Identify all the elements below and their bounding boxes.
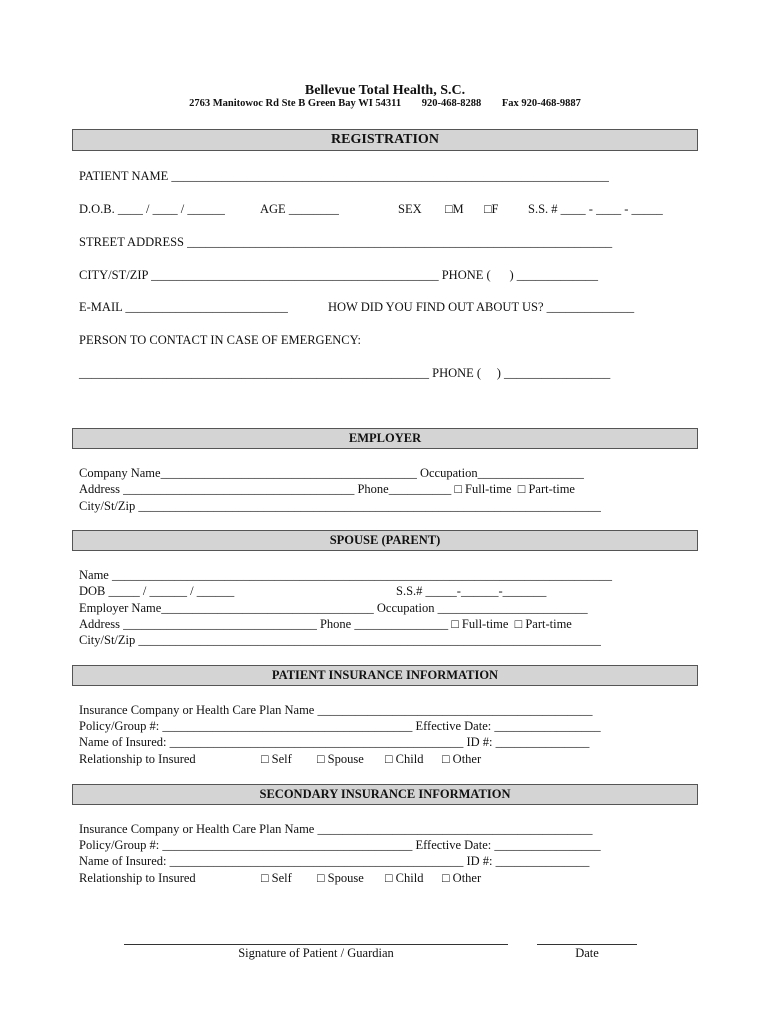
secondary-other-checkbox[interactable]: □ Other xyxy=(442,871,482,885)
employer-section-header: EMPLOYER xyxy=(72,428,698,449)
sex-f-checkbox[interactable]: □F xyxy=(484,202,499,216)
insurance-child-checkbox[interactable]: □ Child xyxy=(385,752,424,766)
age-field[interactable]: AGE ________ xyxy=(260,202,339,216)
secondary-insurance-section-header: SECONDARY INSURANCE INFORMATION xyxy=(72,784,698,805)
emergency-contact-field[interactable]: ________________________________________________________ PHONE ( ) _________________ xyxy=(79,366,611,380)
employer-address-field[interactable]: Address _____________________________________ Phone__________ □ Full-time □ Part-time xyxy=(79,482,575,496)
patient-name-field[interactable]: PATIENT NAME ______________________________________________________________________ xyxy=(79,169,609,183)
secondary-relationship-label: Relationship to Insured xyxy=(79,871,196,885)
insurance-insured-field[interactable]: Name of Insured: _______________________________________________ ID #: _______________ xyxy=(79,735,590,749)
date-label: Date xyxy=(575,946,599,960)
secondary-company-field[interactable]: Insurance Company or Health Care Plan Name ____________________________________________ xyxy=(79,822,593,836)
insurance-company-field[interactable]: Insurance Company or Health Care Plan Name ____________________________________________ xyxy=(79,703,593,717)
insurance-spouse-checkbox[interactable]: □ Spouse xyxy=(317,752,364,766)
secondary-spouse-checkbox[interactable]: □ Spouse xyxy=(317,871,364,885)
city-phone-field[interactable]: CITY/ST/ZIP ______________________________________________ PHONE ( ) _____________ xyxy=(79,268,598,282)
sex-m-checkbox[interactable]: □M xyxy=(445,202,464,216)
secondary-policy-field[interactable]: Policy/Group #: ________________________________________ Effective Date: _________________ xyxy=(79,838,601,852)
ssn-field[interactable]: S.S. # ____ - ____ - _____ xyxy=(528,202,663,216)
how-find-field[interactable]: HOW DID YOU FIND OUT ABOUT US? ______________ xyxy=(328,300,635,314)
spouse-section-header: SPOUSE (PARENT) xyxy=(72,530,698,551)
street-address-field[interactable]: STREET ADDRESS ____________________________________________________________________ xyxy=(79,235,613,249)
insurance-section-header: PATIENT INSURANCE INFORMATION xyxy=(72,665,698,686)
insurance-relationship-label: Relationship to Insured xyxy=(79,752,196,766)
secondary-self-checkbox[interactable]: □ Self xyxy=(261,871,292,885)
secondary-child-checkbox[interactable]: □ Child xyxy=(385,871,424,885)
insurance-self-checkbox[interactable]: □ Self xyxy=(261,752,292,766)
employer-company-field[interactable]: Company Name_________________________________________ Occupation_________________ xyxy=(79,466,584,480)
secondary-insured-field[interactable]: Name of Insured: _______________________________________________ ID #: _______________ xyxy=(79,854,590,868)
date-line[interactable] xyxy=(537,944,637,945)
dob-field[interactable]: D.O.B. ____ / ____ / ______ xyxy=(79,202,225,216)
spouse-address-field[interactable]: Address _______________________________ Phone _______________ □ Full-time □ Part-time xyxy=(79,617,572,631)
insurance-other-checkbox[interactable]: □ Other xyxy=(442,752,482,766)
email-field[interactable]: E-MAIL __________________________ xyxy=(79,300,288,314)
emergency-contact-label: PERSON TO CONTACT IN CASE OF EMERGENCY: xyxy=(79,333,361,347)
employer-city-field[interactable]: City/St/Zip __________________________________________________________________________ xyxy=(79,499,601,513)
org-phone: 920-468-8288 xyxy=(421,98,482,109)
registration-section-header: REGISTRATION xyxy=(72,129,698,151)
spouse-name-field[interactable]: Name ________________________________________________________________________________ xyxy=(79,568,612,582)
spouse-city-field[interactable]: City/St/Zip __________________________________________________________________________ xyxy=(79,633,601,647)
org-contact xyxy=(0,98,770,109)
org-name: Bellevue Total Health, S.C. xyxy=(304,83,466,98)
spouse-employer-field[interactable]: Employer Name__________________________________ Occupation ________________________ xyxy=(79,601,588,615)
org-fax: Fax 920-468-9887 xyxy=(501,98,581,109)
insurance-policy-field[interactable]: Policy/Group #: ________________________________________ Effective Date: _________________ xyxy=(79,719,601,733)
spouse-dob-field[interactable]: DOB _____ / ______ / ______ xyxy=(79,584,235,598)
sex-label: SEX xyxy=(398,202,422,216)
org-address: 2763 Manitowoc Rd Ste B Green Bay WI 54311 xyxy=(189,98,402,109)
signature-line[interactable] xyxy=(124,944,508,945)
spouse-ssn-field[interactable]: S.S.# _____-______-_______ xyxy=(396,584,547,598)
signature-label: Signature of Patient / Guardian xyxy=(238,946,394,960)
